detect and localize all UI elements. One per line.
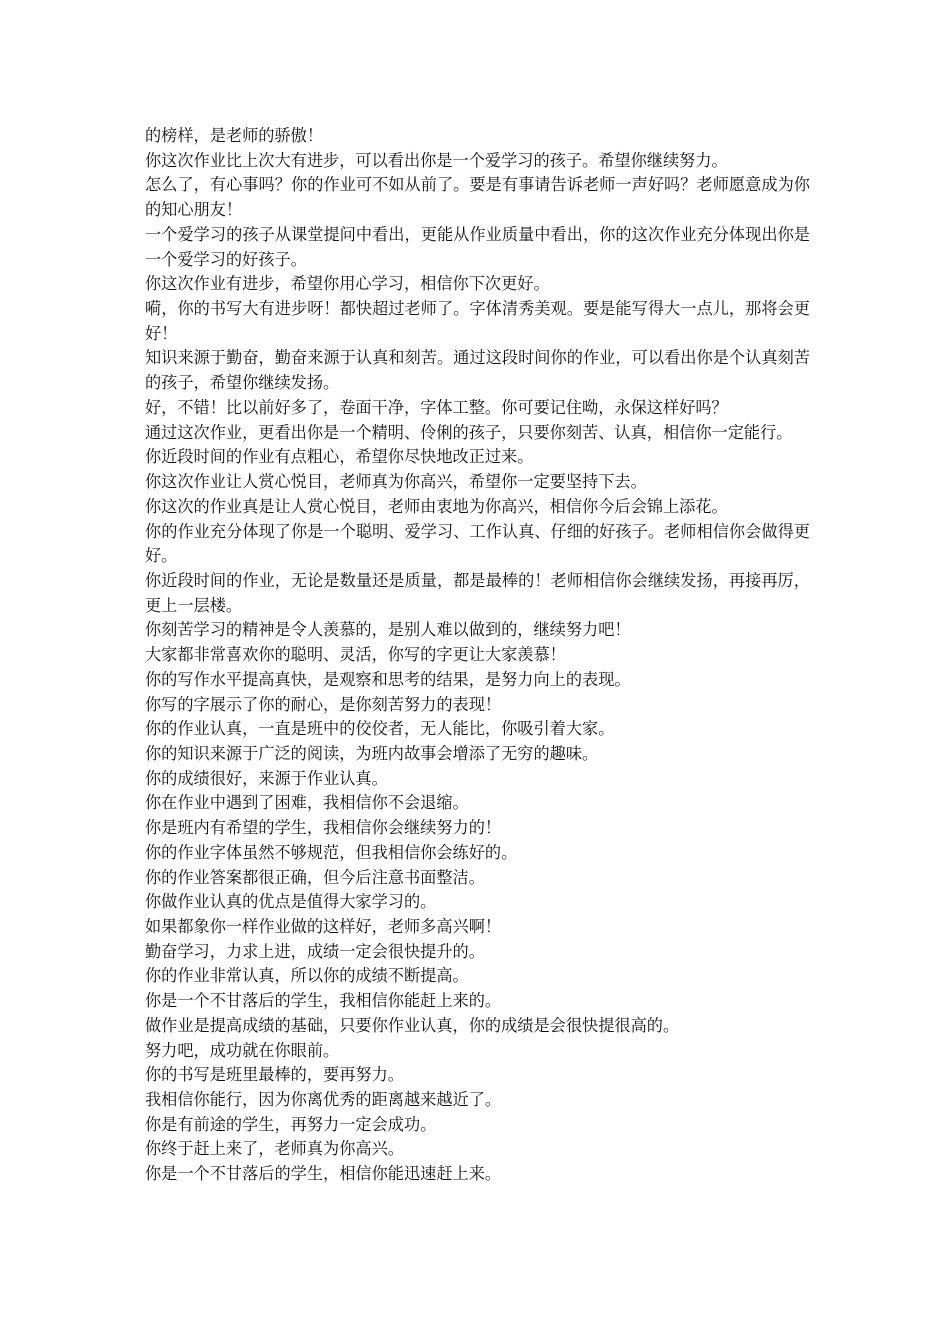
comment-line: 你写的字展示了你的耐心，是你刻苦努力的表现！ bbox=[145, 694, 502, 714]
comment-line: 你近段时间的作业，无论是数量还是质量，都是最棒的！老师相信你会继续发扬，再接再厉，更上一层楼。 bbox=[145, 570, 810, 615]
comment-line: 你的书写是班里最棒的，要再努力。 bbox=[145, 1065, 404, 1085]
comment-line: 你近段时间的作业有点粗心，希望你尽快地改正过来。 bbox=[145, 447, 534, 467]
comment-line: 如果都象你一样作业做的这样好，老师多高兴啊！ bbox=[145, 917, 502, 936]
comment-line: 你的写作水平提高真快，是观察和思考的结果，是努力向上的表现。 bbox=[145, 669, 631, 689]
comment-line: 知识来源于勤奋，勤奋来源于认真和刻苦。通过这段时间你的作业，可以看出你是个认真刻苦的孩子，希望你继续发扬。 bbox=[145, 348, 810, 393]
comment-line: 你终于赶上来了，老师真为你高兴。 bbox=[145, 1139, 404, 1159]
comment-line: 你的作业非常认真，所以你的成绩不断提高。 bbox=[145, 966, 469, 986]
comment-line: 你这次的作业真是让人赏心悦目，老师由衷地为你高兴，相信你今后会锦上添花。 bbox=[145, 496, 728, 516]
comment-line: 的榜样，是老师的骄傲！ bbox=[145, 126, 324, 145]
comment-line: 通过这次作业，更看出你是一个精明、伶俐的孩子，只要你刻苦、认真，相信你一定能行。 bbox=[145, 422, 793, 442]
comment-line: 好，不错！比以前好多了，卷面干净，字体工整。你可要记住呦，永保这样好吗？ bbox=[145, 397, 728, 417]
comment-line: 你这次作业比上次大有进步，可以看出你是一个爱学习的孩子。希望你继续努力。 bbox=[145, 150, 728, 170]
comment-line: 你这次作业让人赏心悦目，老师真为你高兴，希望你一定要坚持下去。 bbox=[145, 472, 647, 492]
comment-line: 你的知识来源于广泛的阅读，为班内故事会增添了无穷的趣味。 bbox=[145, 743, 599, 763]
comment-line: 你在作业中遇到了困难，我相信你不会退缩。 bbox=[145, 793, 469, 813]
comment-line: 我相信你能行，因为你离优秀的距离越来越近了。 bbox=[145, 1090, 502, 1110]
comment-line: 你的作业答案都很正确，但今后注意书面整洁。 bbox=[145, 867, 485, 887]
comment-line: 你的作业充分体现了你是一个聪明、爱学习、工作认真、仔细的好孩子。老师相信你会做得更好。 bbox=[145, 521, 810, 566]
comment-line: 怎么了，有心事吗？你的作业可不如从前了。要是有事请告诉老师一声好吗？老师愿意成为你的知心朋友！ bbox=[145, 175, 810, 220]
comment-line: 你是班内有希望的学生，我相信你会继续努力的！ bbox=[145, 818, 502, 838]
comment-line: 你这次作业有进步，希望你用心学习，相信你下次更好。 bbox=[145, 274, 550, 294]
comment-line: 大家都非常喜欢你的聪明、灵活，你写的字更让大家羡慕！ bbox=[145, 645, 566, 665]
document-body bbox=[145, 124, 810, 1187]
comment-line: 努力吧，成功就在你眼前。 bbox=[145, 1040, 340, 1060]
comment-line: 你是一个不甘落后的学生，我相信你能赶上来的。 bbox=[145, 991, 502, 1011]
comment-line: 勤奋学习，力求上进，成绩一定会很快提升的。 bbox=[145, 941, 485, 961]
comment-line: 你的作业认真，一直是班中的佼佼者，无人能比，你吸引着大家。 bbox=[145, 719, 615, 739]
comment-line: 你是一个不甘落后的学生，相信你能迅速赶上来。 bbox=[145, 1164, 502, 1184]
comment-line: 你做作业认真的优点是值得大家学习的。 bbox=[145, 892, 437, 912]
comment-line: 你的成绩很好，来源于作业认真。 bbox=[145, 768, 388, 788]
comment-line: 你是有前途的学生，再努力一定会成功。 bbox=[145, 1114, 437, 1134]
comment-line: 你的作业字体虽然不够规范，但我相信你会练好的。 bbox=[145, 842, 518, 862]
comment-line: 嗬，你的书写大有进步呀！都快超过老师了。字体清秀美观。要是能写得大一点儿，那将会更好！ bbox=[145, 299, 810, 343]
comment-line: 一个爱学习的孩子从课堂提问中看出，更能从作业质量中看出，你的这次作业充分体现出你是一个爱学习的好孩子。 bbox=[145, 224, 810, 269]
comment-line: 你刻苦学习的精神是令人羡慕的，是别人难以做到的，继续努力吧！ bbox=[145, 620, 631, 640]
comment-line: 做作业是提高成绩的基础，只要你作业认真，你的成绩是会很快提很高的。 bbox=[145, 1015, 680, 1035]
